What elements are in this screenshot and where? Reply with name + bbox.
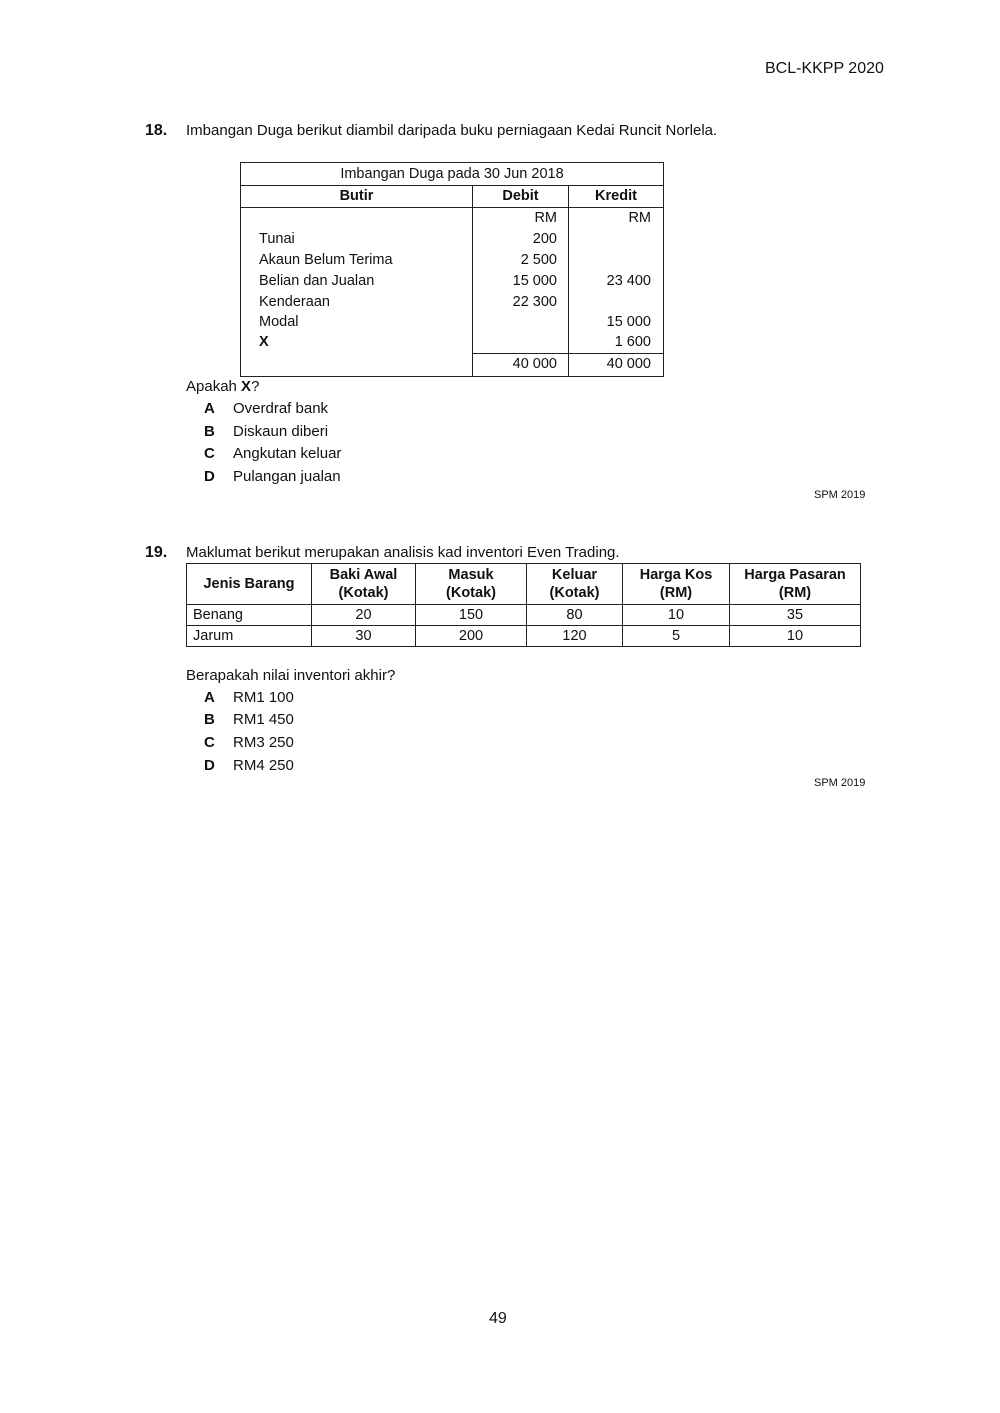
- cell-value: 120: [527, 626, 623, 647]
- header-baki-awal: Baki Awal (Kotak): [312, 564, 416, 605]
- document-code: BCL-KKPP 2020: [765, 60, 884, 77]
- option-letter: B: [204, 711, 215, 728]
- header-kredit: Kredit: [595, 188, 637, 204]
- cell-value: 200: [416, 626, 527, 647]
- question-19-source: SPM 2019: [814, 777, 866, 789]
- option-text: Angkutan keluar: [233, 445, 342, 462]
- option-text: RM3 250: [233, 734, 294, 751]
- header-harga-kos: Harga Kos (RM): [623, 564, 730, 605]
- question-18-number: 18.: [145, 122, 168, 139]
- kredit-unit: RM: [628, 210, 651, 226]
- table-header-row: [187, 564, 861, 605]
- option-text: RM4 250: [233, 757, 294, 774]
- question-18-prompt: [186, 378, 259, 395]
- row-debit: 22 300: [512, 294, 557, 310]
- table-row: [187, 605, 861, 626]
- row-kredit: 23 400: [606, 273, 651, 289]
- option-letter: A: [204, 400, 215, 417]
- row-label-x: X: [259, 334, 269, 350]
- row-label: Modal: [259, 314, 299, 330]
- header-debit: Debit: [502, 188, 539, 204]
- header-jenis-barang: Jenis Barang: [187, 564, 312, 605]
- prompt-x: X: [241, 378, 252, 395]
- cell-value: 30: [312, 626, 416, 647]
- cell-value: 35: [730, 605, 861, 626]
- row-label: Akaun Belum Terima: [259, 252, 393, 268]
- option-text: RM1 100: [233, 689, 294, 706]
- row-debit: 200: [532, 231, 557, 247]
- trial-balance-table: [240, 162, 664, 377]
- header-keluar: Keluar (Kotak): [527, 564, 623, 605]
- row-kredit: 1 600: [614, 334, 651, 350]
- option-letter: D: [204, 757, 215, 774]
- row-label: Tunai: [259, 231, 295, 247]
- header-harga-pasaran: Harga Pasaran (RM): [730, 564, 861, 605]
- cell-value: 5: [623, 626, 730, 647]
- cell-item: Jarum: [187, 626, 312, 647]
- page-number: 49: [489, 1310, 507, 1327]
- option-text: Diskaun diberi: [233, 423, 329, 440]
- debit-unit: RM: [534, 210, 557, 226]
- question-19-prompt: Berapakah nilai inventori akhir?: [186, 667, 396, 684]
- option-text: Pulangan jualan: [233, 468, 341, 485]
- header-butir: Butir: [339, 188, 374, 204]
- option-text: Overdraf bank: [233, 400, 329, 417]
- cell-value: 10: [730, 626, 861, 647]
- row-label: Belian dan Jualan: [259, 273, 375, 289]
- inventory-table: [186, 563, 861, 647]
- option-letter: B: [204, 423, 215, 440]
- table-row: [187, 626, 861, 647]
- row-kredit: 15 000: [606, 314, 651, 330]
- prompt-prefix: Apakah: [186, 378, 242, 395]
- question-19-number: 19.: [145, 544, 168, 561]
- total-kredit: 40 000: [606, 356, 651, 372]
- cell-value: 10: [623, 605, 730, 626]
- option-letter: C: [204, 445, 215, 462]
- total-debit: 40 000: [512, 356, 557, 372]
- row-debit: 2 500: [520, 252, 557, 268]
- option-letter: D: [204, 468, 215, 485]
- row-label: Kenderaan: [259, 294, 330, 310]
- option-letter: A: [204, 689, 215, 706]
- option-text: RM1 450: [233, 711, 294, 728]
- prompt-suffix: ?: [251, 378, 260, 395]
- trial-balance-title: Imbangan Duga pada 30 Jun 2018: [241, 163, 663, 186]
- question-18-source: SPM 2019: [814, 489, 866, 501]
- cell-value: 150: [416, 605, 527, 626]
- header-masuk: Masuk (Kotak): [416, 564, 527, 605]
- cell-value: 20: [312, 605, 416, 626]
- cell-item: Benang: [187, 605, 312, 626]
- row-debit: 15 000: [512, 273, 557, 289]
- question-19-text: Maklumat berikut merupakan analisis kad inventori Even Trading.: [186, 544, 620, 561]
- option-letter: C: [204, 734, 215, 751]
- cell-value: 80: [527, 605, 623, 626]
- question-18-text: Imbangan Duga berikut diambil daripada buku perniagaan Kedai Runcit Norlela.: [186, 122, 718, 139]
